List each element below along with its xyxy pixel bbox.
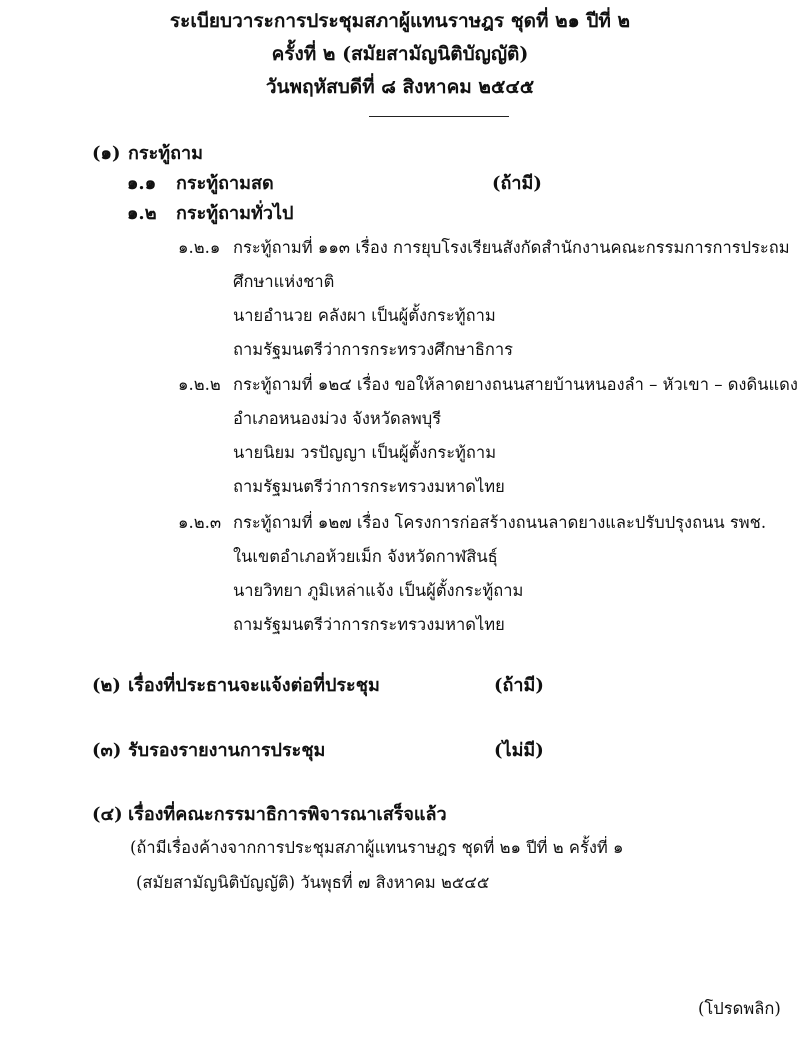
title-line-2: ครั้งที่ ๒ (สมัยสามัญนิติบัญญัติ)	[271, 43, 529, 65]
item-1-2-3-line2: ในเขตอำเภอห้วยเม็ก จังหวัดกาฬสินธุ์	[233, 547, 498, 566]
section4-title: เรื่องที่คณะกรรมาธิการพิจารณาเสร็จแล้ว	[128, 804, 447, 825]
item-1-2-3-line3: นายวิทยา ภูมิเหล่าแจ้ง เป็นผู้ตั้งกระทู้ถาม	[233, 581, 524, 600]
title-divider	[369, 116, 509, 117]
section1-2-number: ๑.๒	[127, 203, 157, 224]
item-1-2-2-line2: อำเภอหนองม่วง จังหวัดลพบุรี	[233, 409, 442, 428]
item-1-2-1-line3: นายอำนวย คลังผา เป็นผู้ตั้งกระทู้ถาม	[233, 306, 496, 325]
section4-detail-line1: (ถ้ามีเรื่องค้างจากการประชุมสภาผู้แทนราษฎร ชุดที่ ๒๑ ปีที่ ๒ ครั้งที่ ๑	[130, 838, 624, 857]
section3-title: รับรองรายงานการประชุม	[128, 740, 326, 761]
section1-1-number: ๑.๑	[127, 173, 157, 194]
section1-2-title: กระทู้ถามทั่วไป	[176, 203, 294, 224]
section3-number: (๓)	[92, 740, 122, 761]
item-1-2-3-line4: ถามรัฐมนตรีว่าการกระทรวงมหาดไทย	[233, 615, 505, 634]
section1-1-note: (ถ้ามี)	[492, 173, 542, 194]
item-1-2-1-number: ๑.๒.๑	[178, 238, 221, 257]
section4-detail-line2: (สมัยสามัญนิติบัญญัติ) วันพุธที่ ๗ สิงหาคม ๒๕๔๕	[136, 873, 490, 892]
item-1-2-1-line2: ศึกษาแห่งชาติ	[233, 272, 335, 291]
section2-number: (๒)	[92, 675, 121, 696]
section2-title: เรื่องที่ประธานจะแจ้งต่อที่ประชุม	[128, 675, 380, 696]
item-1-2-1-line1: กระทู้ถามที่ ๑๑๓ เรื่อง การยุบโรงเรียนสังกัดสำนักงานคณะกรรมการการประถม	[233, 238, 790, 257]
section1-number: (๑)	[92, 143, 121, 164]
section2-note: (ถ้ามี)	[494, 675, 544, 696]
item-1-2-3-line1: กระทู้ถามที่ ๑๒๗ เรื่อง โครงการก่อสร้างถนนลาดยางและปรับปรุงถนน รพช.	[233, 513, 767, 532]
item-1-2-1-line4: ถามรัฐมนตรีว่าการกระทรวงศึกษาธิการ	[233, 340, 514, 359]
item-1-2-2-number: ๑.๒.๒	[178, 375, 221, 394]
item-1-2-2-line1: กระทู้ถามที่ ๑๒๔ เรื่อง ขอให้ลาดยางถนนสายบ้านหนองลำ – หัวเขา – ดงดินแดง	[233, 375, 798, 394]
item-1-2-3-number: ๑.๒.๓	[178, 513, 222, 532]
title-line-3: วันพฤหัสบดีที่ ๘ สิงหาคม ๒๕๔๕	[265, 76, 535, 98]
title-line-1: ระเบียบวาระการประชุมสภาผู้แทนราษฎร ชุดที่ ๒๑ ปีที่ ๒	[169, 10, 631, 32]
section4-number: (๔)	[92, 804, 123, 825]
item-1-2-2-line4: ถามรัฐมนตรีว่าการกระทรวงมหาดไทย	[233, 477, 505, 496]
turn-page-note: (โปรดพลิก)	[698, 999, 781, 1018]
section1-title: กระทู้ถาม	[128, 143, 203, 164]
section3-note: (ไม่มี)	[494, 740, 544, 761]
item-1-2-2-line3: นายนิยม วรปัญญา เป็นผู้ตั้งกระทู้ถาม	[233, 443, 497, 462]
section1-1-title: กระทู้ถามสด	[176, 173, 274, 194]
